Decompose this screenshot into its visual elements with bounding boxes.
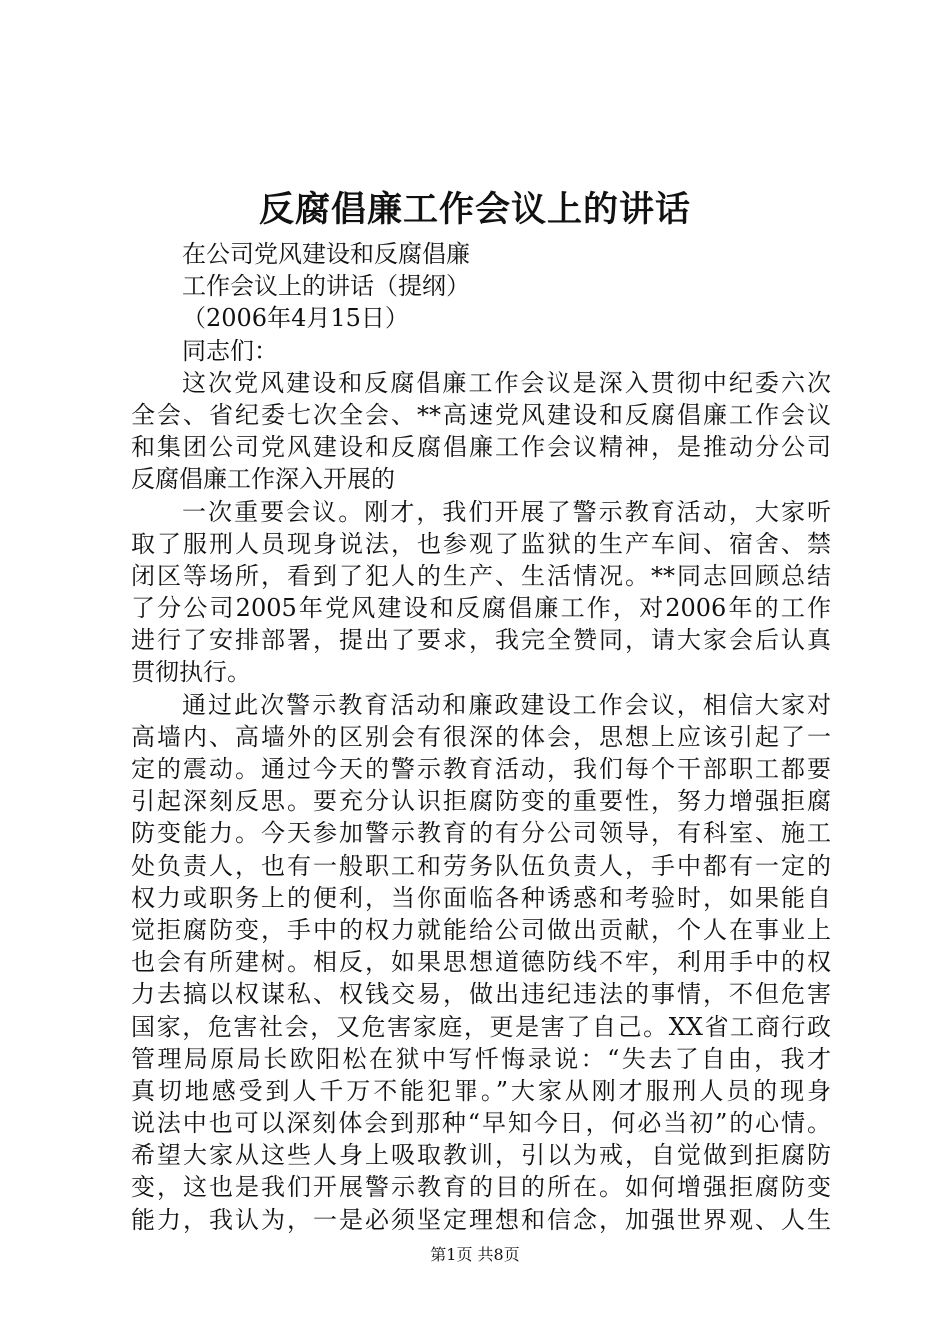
body-text-line: 国家，危害社会，又危害家庭，更是害了自己。XX省工商行政 <box>131 1012 831 1041</box>
page-number-footer: 第1页 共8页 <box>430 1245 520 1264</box>
body-text-line: 引起深刻反思。要充分认识拒腐防变的重要性，努力增强拒腐 <box>131 787 831 816</box>
body-text-line: 同志们： <box>182 336 278 365</box>
body-text-line: 贯彻执行。 <box>131 658 251 687</box>
body-text-line: 进行了安排部署，提出了要求，我完全赞同，请大家会后认真 <box>131 626 831 655</box>
body-text-line: 力去搞以权谋私、权钱交易，做出违纪违法的事情，不但危害 <box>131 980 831 1009</box>
body-text-line: 防变能力。今天参加警示教育的有分公司领导，有科室、施工 <box>131 819 831 848</box>
body-text-line: 高墙内、高墙外的区别会有很深的体会，思想上应该引起了一 <box>131 722 831 751</box>
body-text-line: 能力，我认为，一是必须坚定理想和信念，加强世界观、人生 <box>131 1205 831 1234</box>
body-text-line: 这次党风建设和反腐倡廉工作会议是深入贯彻中纪委六次 <box>182 368 831 397</box>
body-text-line: 希望大家从这些人身上吸取教训，引以为戒，自觉做到拒腐防 <box>131 1141 831 1170</box>
body-text-line: 了分公司2005年党风建设和反腐倡廉工作，对2006年的工作 <box>131 594 831 623</box>
body-text-line: 处负责人，也有一般职工和劳务队伍负责人，手中都有一定的 <box>131 851 831 880</box>
body-text-line: 和集团公司党风建设和反腐倡廉工作会议精神，是推动分公司 <box>131 433 831 462</box>
body-text-line: 在公司党风建设和反腐倡廉 <box>182 240 470 268</box>
body-text-line: 闭区等场所，看到了犯人的生产、生活情况。**同志回顾总结 <box>131 561 831 590</box>
body-text-line: 权力或职务上的便利，当你面临各种诱惑和考验时，如果能自 <box>131 883 831 912</box>
body-text-line: 管理局原局长欧阳松在狱中写忏悔录说：“失去了自由，我才 <box>131 1044 831 1073</box>
body-text-line: 真切地感受到人千万不能犯罪。”大家从刚才服刑人员的现身 <box>131 1076 831 1105</box>
body-text-line: 说法中也可以深刻体会到那种“早知今日，何必当初”的心情。 <box>131 1109 831 1138</box>
body-text-line: 一次重要会议。刚才，我们开展了警示教育活动，大家听 <box>182 497 831 526</box>
body-text-line: 觉拒腐防变，手中的权力就能给公司做出贡献，个人在事业上 <box>131 915 831 944</box>
document-body <box>131 238 831 1236</box>
body-text-line: 全会、省纪委七次全会、**高速党风建设和反腐倡廉工作会议 <box>131 400 831 429</box>
body-text-line: 通过此次警示教育活动和廉政建设工作会议，相信大家对 <box>182 690 831 719</box>
body-text-line: （2006年4月15日） <box>182 304 409 333</box>
body-text-line: 变，这也是我们开展警示教育的目的所在。如何增强拒腐防变 <box>131 1173 831 1202</box>
body-text-line: 反腐倡廉工作深入开展的 <box>131 465 395 494</box>
document-title: 反腐倡廉工作会议上的讲话 <box>258 189 691 230</box>
body-text-line: 定的震动。通过今天的警示教育活动，我们每个干部职工都要 <box>131 755 831 783</box>
body-text-line: 取了服刑人员现身说法，也参观了监狱的生产车间、宿舍、禁 <box>131 529 831 558</box>
body-text-line: 也会有所建树。相反，如果思想道德防线不牢，利用手中的权 <box>131 948 831 977</box>
body-text-line: 工作会议上的讲话（提纲） <box>182 272 470 301</box>
